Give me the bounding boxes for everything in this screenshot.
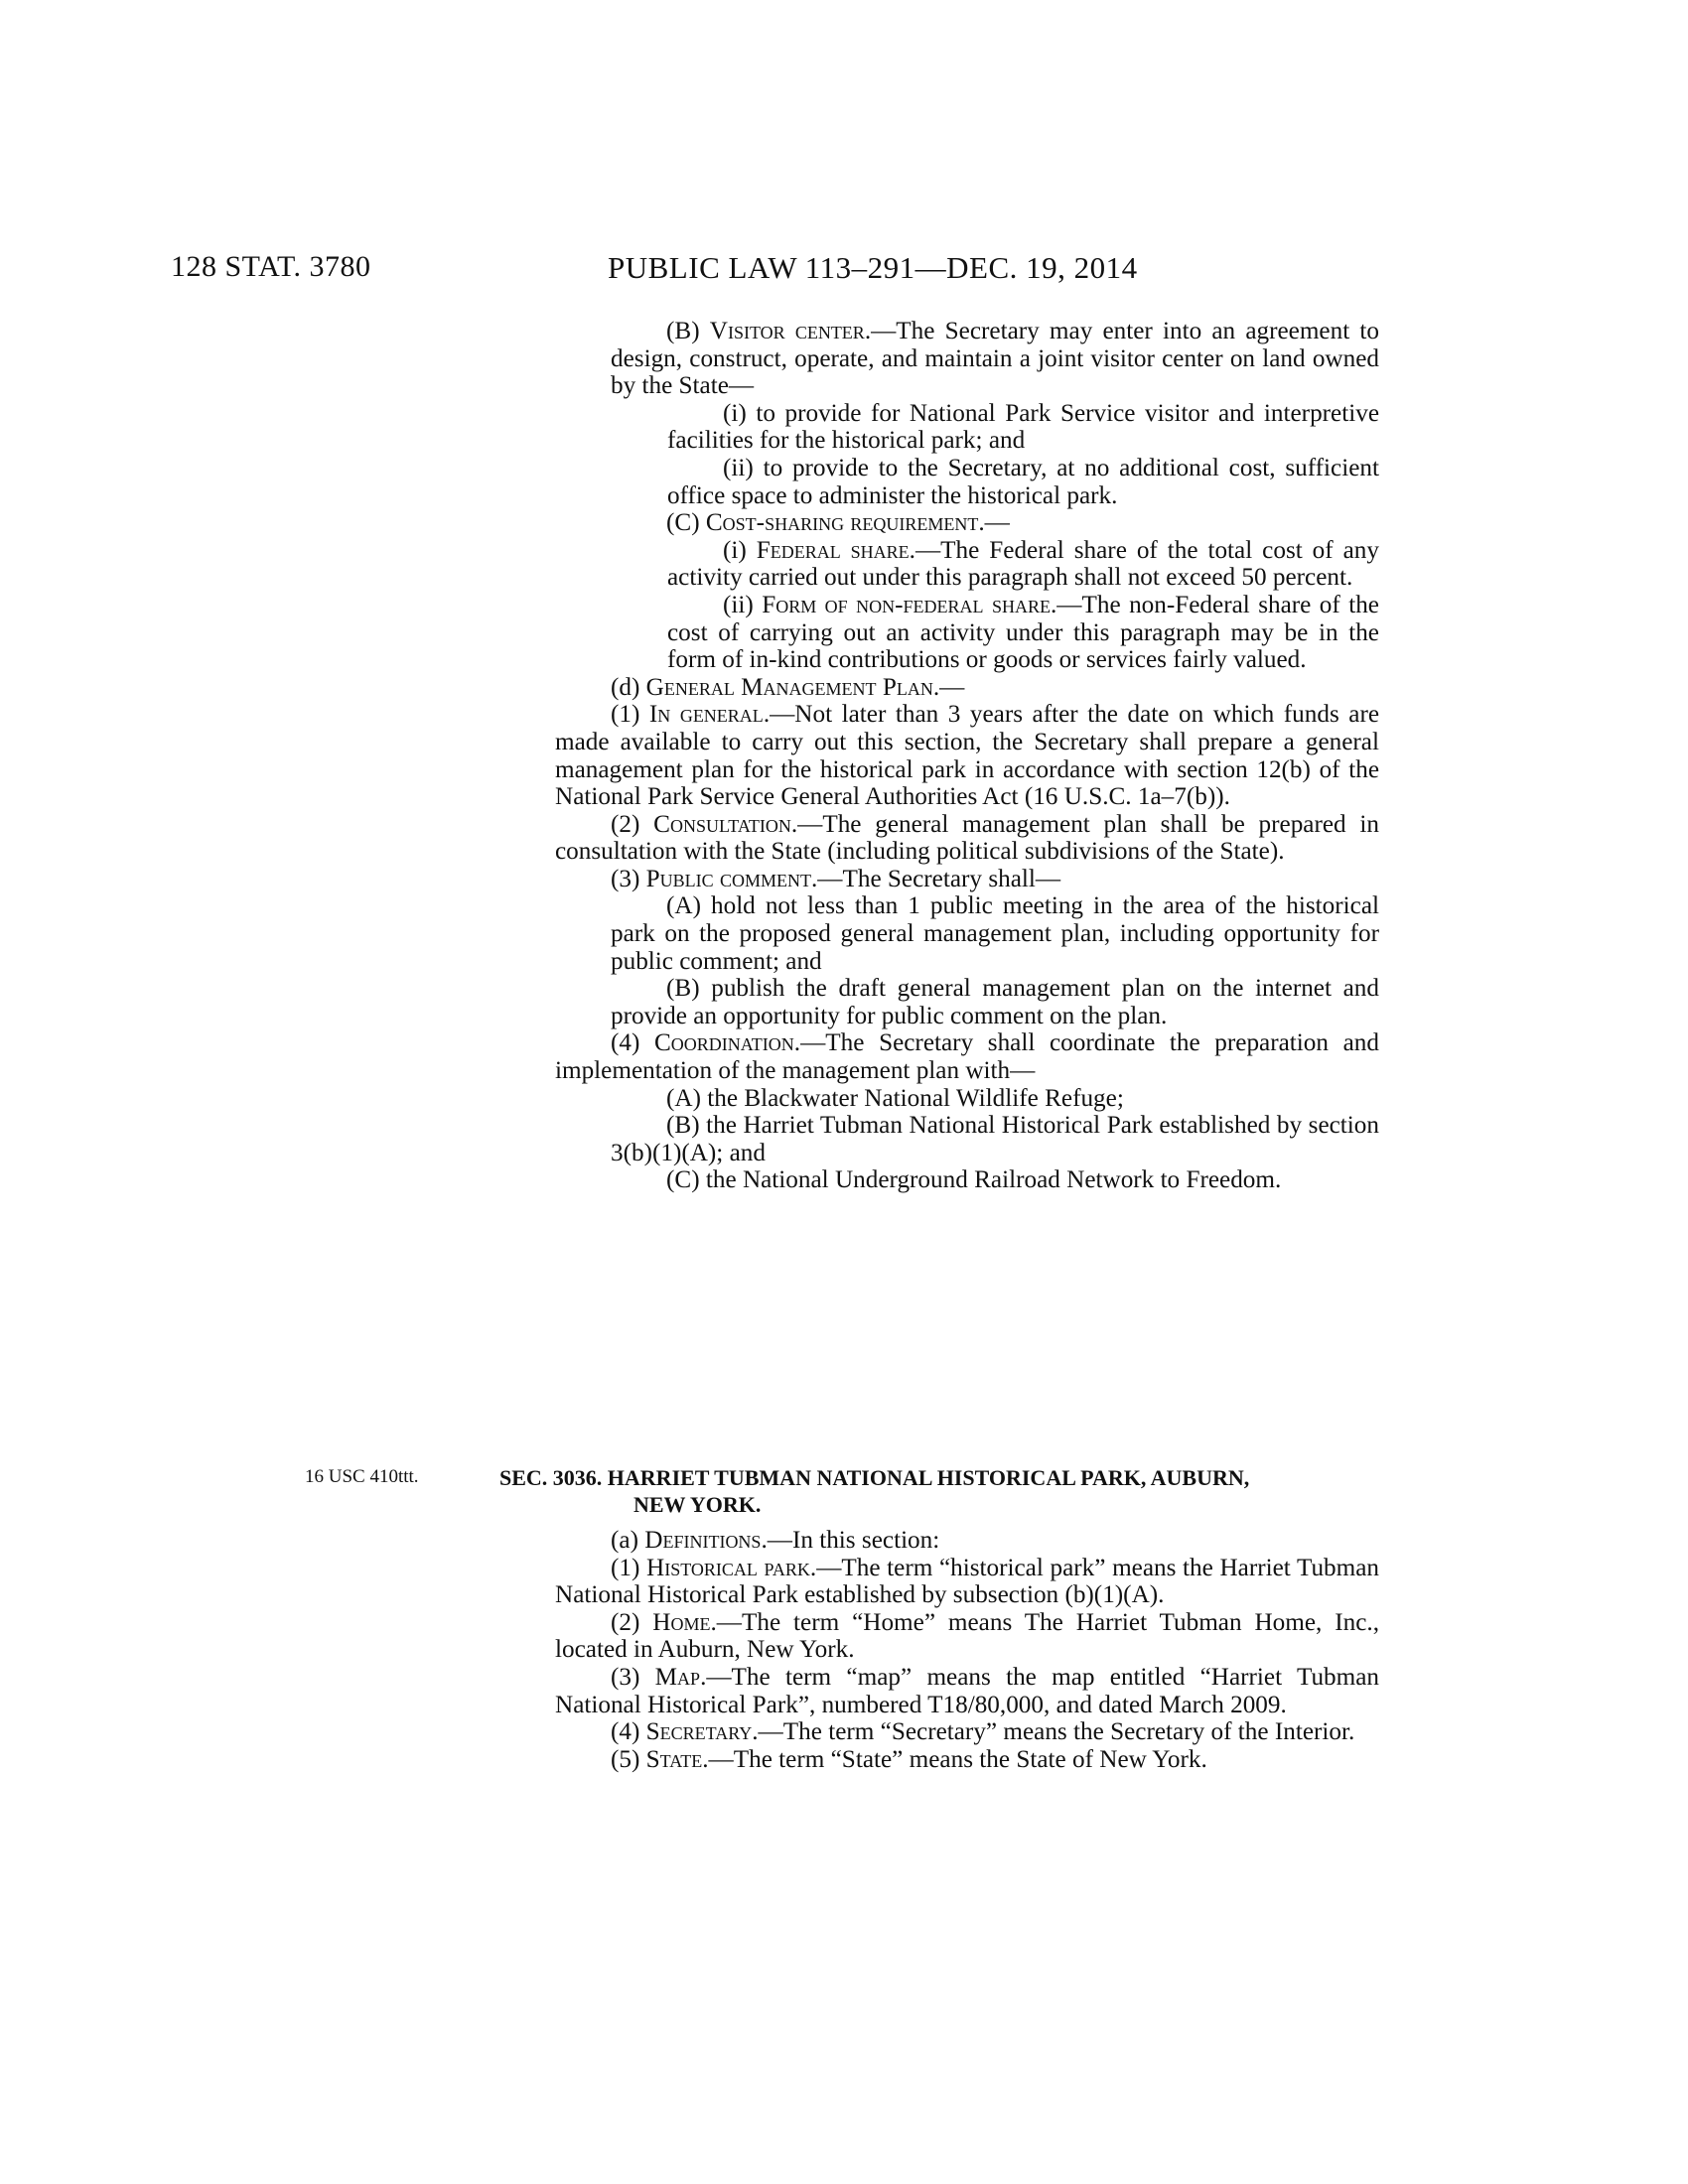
paragraph: (1) In general.—Not later than 3 years after the date on which funds are made available to carry out this section, the Secretary shall prepare a general management plan for the historical park in accordance with section 12(b) of the National Park Service General Authorities Act (16 U.S.C. 1a–7(b)).: [555, 701, 1380, 811]
paragraph: (C) the National Underground Railroad Network to Freedom.: [666, 1166, 1282, 1194]
paragraph: (i) Federal share.—The Federal share of the total cost of any activity carried out under this paragraph shall not exceed 50 percent.: [667, 536, 1379, 592]
paragraph: (ii) to provide to the Secretary, at no additional cost, sufficient office space to administer the historical park.: [667, 454, 1379, 509]
paragraph: (1) Historical park.—The term “historical park” means the Harriet Tubman National Historical Park established by subsection (b)(1)(A).: [555, 1554, 1380, 1609]
text-block-bottom: [555, 1527, 1379, 1773]
paragraph: (ii) Form of non-federal share.—The non-Federal share of the cost of carrying out an activity under this paragraph may be in the form of in-kind contributions or goods or services fairly valued.: [667, 591, 1379, 674]
paragraph: (d) General Management Plan.—: [611, 673, 965, 701]
paragraph: (2) Home.—The term “Home” means The Harriet Tubman Home, Inc., located in Auburn, New York.: [555, 1608, 1379, 1664]
paragraph: (A) hold not less than 1 public meeting in the area of the historical park on the proposed general management plan, including opportunity for public comment; and: [611, 892, 1379, 975]
paragraph: (i) to provide for National Park Service visitor and interpretive facilities for the historical park; and: [667, 399, 1379, 455]
page-title: PUBLIC LAW 113–291—DEC. 19, 2014: [608, 250, 1138, 285]
paragraph: (4) Secretary.—The term “Secretary” means the Secretary of the Interior.: [611, 1718, 1355, 1746]
paragraph: (3) Public comment.—The Secretary shall—: [611, 865, 1061, 892]
paragraph: (A) the Blackwater National Wildlife Refuge;: [666, 1084, 1124, 1112]
margin-citation: 16 USC 410ttt.: [305, 1466, 419, 1487]
stat-page-reference: 128 STAT. 3780: [171, 250, 371, 283]
paragraph: (a) Definitions.—In this section:: [611, 1527, 940, 1554]
paragraph: (B) the Harriet Tubman National Historical Park established by section 3(b)(1)(A); and: [611, 1112, 1379, 1166]
paragraph: (B) Visitor center.—The Secretary may enter into an agreement to design, construct, operate, and maintain a joint visitor center on land owned by the State—: [611, 318, 1379, 400]
section-heading: SEC. 3036. HARRIET TUBMAN NATIONAL HISTORICAL PARK, AUBURN, NEW YORK.: [499, 1465, 1250, 1517]
paragraph: (2) Consultation.—The general management plan shall be prepared in consultation with the State (including political subdivisions of the State).: [555, 810, 1379, 866]
paragraph: (3) Map.—The term “map” means the map entitled “Harriet Tubman National Historical Park”, numbered T18/80,000, and dated March 2009.: [555, 1663, 1379, 1718]
paragraph: (C) Cost-sharing requirement.—: [666, 509, 1010, 537]
paragraph: (B) publish the draft general management plan on the internet and provide an opportunity for public comment on the plan.: [611, 975, 1379, 1029]
paragraph: (4) Coordination.—The Secretary shall coordinate the preparation and implementation of the management plan with—: [555, 1029, 1379, 1085]
paragraph: (5) State.—The term “State” means the State of New York.: [611, 1745, 1207, 1773]
text-block-top: [555, 318, 1379, 1194]
